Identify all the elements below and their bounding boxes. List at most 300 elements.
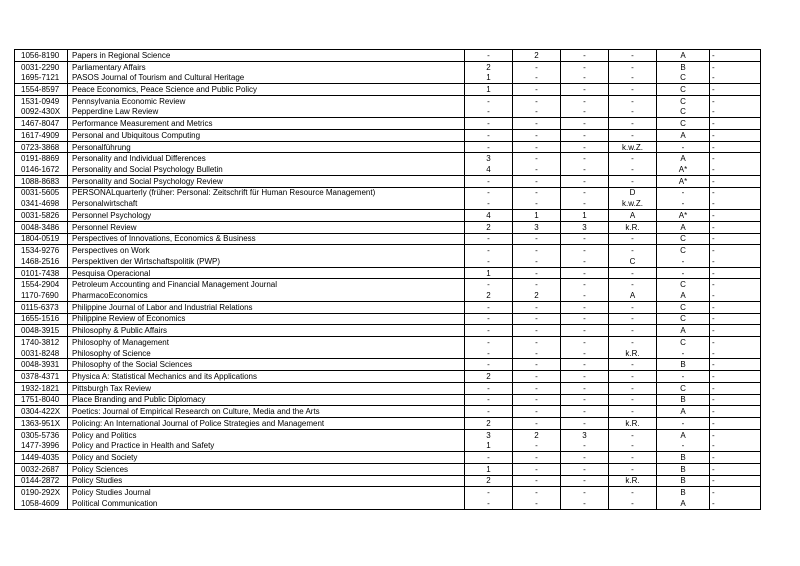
rating-cell-4: - [609, 62, 657, 73]
rating-cell-5: A* [657, 164, 710, 175]
rating-cell-6: - [712, 476, 715, 486]
rating-cell-5: - [657, 440, 710, 451]
rating-cell-5: B [657, 487, 710, 498]
rating-cell-5: - [657, 371, 710, 382]
issn-cell: 0032-2687 [15, 464, 68, 475]
rating-cell-5: C [657, 314, 710, 325]
rating-cell-3: - [561, 130, 609, 141]
journal-title-cell: Philosophy & Public Affairs [68, 325, 465, 336]
issn-cell: 1617-4909 [15, 130, 68, 141]
issn-cell: 1751-8040 [15, 395, 68, 406]
rating-cell-4: - [609, 440, 657, 451]
issn-cell: 0146-1672 [15, 164, 68, 175]
rating-cell-1: - [465, 452, 513, 463]
rating-cell-1: 3 [465, 153, 513, 164]
journal-title-cell: Pepperdine Law Review [68, 107, 465, 118]
rating-cell-1: - [465, 245, 513, 256]
rating-cell-4: - [609, 50, 657, 61]
rating-cell-1: 3 [465, 430, 513, 441]
rating-cell-1: - [465, 234, 513, 245]
rating-cell-4: D [609, 188, 657, 199]
rating-cell-1: 4 [465, 164, 513, 175]
rating-cell-3: - [561, 476, 609, 487]
rating-cell-6: - [712, 165, 715, 175]
issn-cell: 0191-8869 [15, 153, 68, 164]
rating-cell-3: - [561, 325, 609, 336]
rating-cell-1: 2 [465, 418, 513, 429]
rating-cell-4: - [609, 268, 657, 279]
issn-cell: 1804-0519 [15, 234, 68, 245]
rating-cell-2: - [513, 279, 561, 290]
rating-cell-6: - [712, 441, 715, 451]
rating-cell-2: - [513, 487, 561, 498]
table-row [15, 476, 760, 488]
rating-cell-2: - [513, 383, 561, 394]
rating-cell-5: C [657, 234, 710, 245]
rating-cell-3: - [561, 290, 609, 301]
rating-cell-2: 1 [513, 210, 561, 221]
rating-cell-4: A [609, 210, 657, 221]
table-row [15, 130, 760, 142]
rating-cell-4: k.R. [609, 222, 657, 233]
rating-cell-1: - [465, 176, 513, 187]
rating-cell-2: - [513, 245, 561, 256]
rating-cell-5: C [657, 96, 710, 107]
rating-cell-2: - [513, 96, 561, 107]
table-row [15, 359, 760, 371]
rating-cell-5: C [657, 383, 710, 394]
rating-cell-6: - [712, 234, 715, 244]
rating-cell-6: - [712, 96, 715, 106]
table-row [15, 314, 760, 326]
rating-cell-1: - [465, 359, 513, 370]
rating-cell-2: - [513, 84, 561, 95]
rating-cell-5: C [657, 118, 710, 129]
rating-cell-2: 2 [513, 50, 561, 61]
rating-cell-3: - [561, 371, 609, 382]
table-row [15, 50, 760, 62]
rating-cell-4: k.w.Z. [609, 142, 657, 153]
rating-cell-2: - [513, 234, 561, 245]
rating-cell-5: A [657, 325, 710, 336]
rating-cell-3: - [561, 440, 609, 451]
rating-cell-2: - [513, 337, 561, 348]
rating-cell-1: - [465, 279, 513, 290]
rating-cell-4: - [609, 130, 657, 141]
rating-cell-2: - [513, 256, 561, 267]
rating-cell-1: 2 [465, 290, 513, 301]
rating-cell-5: C [657, 302, 710, 313]
rating-cell-5: C [657, 84, 710, 95]
rating-cell-3: - [561, 487, 609, 498]
issn-cell: 0305-5736 [15, 430, 68, 441]
rating-cell-4: - [609, 96, 657, 107]
table-row [15, 222, 760, 234]
rating-cell-4: - [609, 371, 657, 382]
table-row [15, 268, 760, 280]
journal-title-cell: Pittsburgh Tax Review [68, 383, 465, 394]
rating-cell-2: - [513, 440, 561, 451]
journal-title-cell: Philosophy of Management [68, 337, 465, 348]
journal-title-cell: Place Branding and Public Diplomacy [68, 395, 465, 406]
rating-cell-1: - [465, 314, 513, 325]
rating-cell-4: - [609, 84, 657, 95]
rating-cell-3: - [561, 234, 609, 245]
rating-cell-4: - [609, 325, 657, 336]
issn-cell: 0031-8248 [15, 348, 68, 359]
rating-cell-1: 2 [465, 62, 513, 73]
rating-cell-4: C [609, 256, 657, 267]
rating-cell-3: - [561, 359, 609, 370]
rating-cell-3: - [561, 245, 609, 256]
rating-cell-2: 3 [513, 222, 561, 233]
rating-cell-1: - [465, 198, 513, 209]
rating-cell-6: - [712, 407, 715, 417]
rating-cell-2: - [513, 314, 561, 325]
journal-title-cell: Peace Economics, Peace Science and Public Policy [68, 84, 465, 95]
table-row [15, 290, 760, 302]
rating-cell-2: - [513, 62, 561, 73]
table-row [15, 337, 760, 348]
journal-title-cell: Personality and Social Psychology Bulletin [68, 164, 465, 175]
journal-table [14, 49, 761, 510]
rating-cell-6: - [712, 210, 715, 220]
journal-title-cell: Philippine Review of Economics [68, 314, 465, 325]
table-row [15, 452, 760, 464]
rating-cell-4: - [609, 164, 657, 175]
table-row [15, 164, 760, 176]
rating-cell-3: - [561, 198, 609, 209]
table-row [15, 440, 760, 452]
rating-cell-6: - [712, 50, 715, 60]
rating-cell-4: - [609, 464, 657, 475]
rating-cell-1: 2 [465, 222, 513, 233]
rating-cell-2: - [513, 164, 561, 175]
rating-cell-2: 2 [513, 290, 561, 301]
journal-title-cell: Physica A: Statistical Mechanics and its Applications [68, 371, 465, 382]
journal-title-cell: Policy Studies [68, 476, 465, 487]
rating-cell-6: - [712, 268, 715, 278]
rating-cell-1: - [465, 337, 513, 348]
rating-cell-1: - [465, 256, 513, 267]
rating-cell-6: - [712, 188, 715, 198]
issn-cell: 1468-2516 [15, 256, 68, 267]
journal-title-cell: Philippine Journal of Labor and Industrial Relations [68, 302, 465, 313]
rating-cell-1: - [465, 348, 513, 359]
issn-cell: 0144-2872 [15, 476, 68, 487]
journal-title-cell: Poetics: Journal of Empirical Research on Culture, Media and the Arts [68, 406, 465, 417]
journal-title-cell: Personalwirtschaft [68, 198, 465, 209]
rating-cell-5: A [657, 153, 710, 164]
rating-cell-6: - [712, 488, 715, 498]
rating-cell-2: - [513, 476, 561, 487]
rating-cell-6: - [712, 62, 715, 72]
rating-cell-6: - [712, 337, 715, 347]
journal-title-cell: Perspectives of Innovations, Economics & Business [68, 234, 465, 245]
rating-cell-4: - [609, 107, 657, 118]
rating-cell-5: B [657, 395, 710, 406]
rating-cell-2: 2 [513, 430, 561, 441]
rating-cell-6: - [712, 222, 715, 232]
table-row [15, 245, 760, 256]
table-row [15, 256, 760, 268]
rating-cell-5: C [657, 337, 710, 348]
table-row [15, 395, 760, 407]
issn-cell: 0048-3486 [15, 222, 68, 233]
rating-cell-3: - [561, 164, 609, 175]
issn-cell: 1056-8190 [15, 50, 68, 61]
journal-title-cell: Policy Studies Journal [68, 487, 465, 498]
journal-title-cell: Policy and Politics [68, 430, 465, 441]
rating-cell-1: 2 [465, 371, 513, 382]
rating-cell-3: - [561, 118, 609, 129]
rating-cell-6: - [712, 314, 715, 324]
journal-title-cell: Personnel Psychology [68, 210, 465, 221]
rating-cell-2: - [513, 452, 561, 463]
rating-cell-3: - [561, 176, 609, 187]
rating-cell-6: - [712, 256, 715, 266]
rating-cell-5: C [657, 279, 710, 290]
table-row [15, 487, 760, 498]
rating-cell-1: 1 [465, 440, 513, 451]
rating-cell-5: B [657, 476, 710, 487]
table-row [15, 198, 760, 210]
rating-cell-2: - [513, 498, 561, 509]
rating-cell-5: A [657, 290, 710, 301]
rating-cell-5: A [657, 130, 710, 141]
journal-title-cell: Personality and Social Psychology Review [68, 176, 465, 187]
issn-cell: 0304-422X [15, 406, 68, 417]
rating-cell-3: - [561, 314, 609, 325]
rating-cell-2: - [513, 371, 561, 382]
rating-cell-2: - [513, 406, 561, 417]
rating-cell-3: - [561, 142, 609, 153]
rating-cell-3: - [561, 348, 609, 359]
table-row [15, 96, 760, 107]
rating-cell-4: - [609, 406, 657, 417]
rating-cell-1: - [465, 325, 513, 336]
rating-cell-4: - [609, 234, 657, 245]
rating-cell-2: - [513, 142, 561, 153]
rating-cell-2: - [513, 188, 561, 199]
rating-cell-3: - [561, 62, 609, 73]
rating-cell-4: - [609, 430, 657, 441]
rating-cell-6: - [712, 348, 715, 358]
rating-cell-5: - [657, 348, 710, 359]
issn-cell: 1467-8047 [15, 118, 68, 129]
rating-cell-3: - [561, 498, 609, 509]
rating-cell-1: - [465, 487, 513, 498]
rating-cell-3: - [561, 72, 609, 83]
rating-cell-2: - [513, 153, 561, 164]
rating-cell-6: - [712, 464, 715, 474]
rating-cell-2: - [513, 130, 561, 141]
issn-cell: 0101-7438 [15, 268, 68, 279]
rating-cell-5: A [657, 50, 710, 61]
journal-title-cell: PharmacoEconomics [68, 290, 465, 301]
rating-cell-2: - [513, 348, 561, 359]
rating-cell-3: - [561, 383, 609, 394]
rating-cell-5: B [657, 464, 710, 475]
rating-cell-1: 4 [465, 210, 513, 221]
rating-cell-6: - [712, 107, 715, 117]
rating-cell-1: 1 [465, 84, 513, 95]
rating-cell-3: - [561, 406, 609, 417]
journal-title-cell: Performance Measurement and Metrics [68, 118, 465, 129]
rating-cell-2: - [513, 268, 561, 279]
rating-cell-6: - [712, 302, 715, 312]
table-row [15, 430, 760, 441]
rating-cell-3: - [561, 418, 609, 429]
rating-cell-5: - [657, 198, 710, 209]
rating-cell-6: - [712, 395, 715, 405]
journal-title-cell: PERSONALquarterly (früher: Personal: Zeitschrift für Human Resource Management) [68, 188, 465, 199]
rating-cell-6: - [712, 130, 715, 140]
rating-cell-3: - [561, 256, 609, 267]
journal-title-cell: Pennsylvania Economic Review [68, 96, 465, 107]
rating-cell-5: C [657, 245, 710, 256]
issn-cell: 0092-430X [15, 107, 68, 118]
rating-cell-4: - [609, 118, 657, 129]
journal-title-cell: Policing: An International Journal of Police Strategies and Management [68, 418, 465, 429]
rating-cell-5: A [657, 222, 710, 233]
table-row [15, 142, 760, 154]
rating-cell-6: - [712, 85, 715, 95]
journal-title-cell: Policy Sciences [68, 464, 465, 475]
rating-cell-1: - [465, 130, 513, 141]
rating-cell-3: - [561, 96, 609, 107]
journal-title-cell: Perspectives on Work [68, 245, 465, 256]
rating-cell-1: - [465, 188, 513, 199]
rating-cell-2: - [513, 359, 561, 370]
rating-cell-1: - [465, 395, 513, 406]
journal-title-cell: Personnel Review [68, 222, 465, 233]
rating-cell-2: - [513, 198, 561, 209]
rating-cell-4: k.R. [609, 348, 657, 359]
rating-cell-1: 1 [465, 268, 513, 279]
issn-cell: 0378-4371 [15, 371, 68, 382]
rating-cell-3: - [561, 268, 609, 279]
rating-cell-6: - [712, 418, 715, 428]
rating-cell-1: - [465, 383, 513, 394]
journal-title-cell: Political Communication [68, 498, 465, 509]
rating-cell-5: A* [657, 176, 710, 187]
issn-cell: 0115-6373 [15, 302, 68, 313]
rating-cell-5: A [657, 498, 710, 509]
issn-cell: 1170-7690 [15, 290, 68, 301]
rating-cell-5: C [657, 107, 710, 118]
rating-cell-6: - [712, 154, 715, 164]
rating-cell-3: - [561, 84, 609, 95]
journal-title-cell: Parliamentary Affairs [68, 62, 465, 73]
rating-cell-4: - [609, 359, 657, 370]
rating-cell-3: 3 [561, 222, 609, 233]
rating-cell-4: - [609, 279, 657, 290]
issn-cell: 1695-7121 [15, 72, 68, 83]
journal-title-cell: Personal and Ubiquitous Computing [68, 130, 465, 141]
rating-cell-2: - [513, 72, 561, 83]
rating-cell-6: - [712, 290, 715, 300]
journal-title-cell: Policy and Practice in Health and Safety [68, 440, 465, 451]
table-row [15, 210, 760, 222]
issn-cell: 1449-4035 [15, 452, 68, 463]
rating-cell-3: 3 [561, 430, 609, 441]
issn-cell: 1531-0949 [15, 96, 68, 107]
rating-cell-1: - [465, 302, 513, 313]
rating-cell-6: - [712, 430, 715, 440]
rating-cell-1: - [465, 96, 513, 107]
rating-cell-5: A* [657, 210, 710, 221]
rating-cell-3: - [561, 302, 609, 313]
rating-cell-3: 1 [561, 210, 609, 221]
journal-title-cell: Policy and Society [68, 452, 465, 463]
journal-title-cell: Perspektiven der Wirtschaftspolitik (PWP) [68, 256, 465, 267]
rating-cell-1: 2 [465, 476, 513, 487]
rating-cell-5: - [657, 268, 710, 279]
table-row [15, 107, 760, 119]
rating-cell-5: B [657, 359, 710, 370]
rating-cell-2: - [513, 302, 561, 313]
rating-cell-5: - [657, 256, 710, 267]
issn-cell: 0190-292X [15, 487, 68, 498]
rating-cell-2: - [513, 176, 561, 187]
rating-cell-6: - [712, 176, 715, 186]
rating-cell-2: - [513, 464, 561, 475]
issn-cell: 1477-3996 [15, 440, 68, 451]
table-row [15, 371, 760, 383]
rating-cell-6: - [712, 360, 715, 370]
table-row [15, 118, 760, 130]
issn-cell: 1655-1516 [15, 314, 68, 325]
table-row [15, 188, 760, 199]
issn-cell: 0723-3868 [15, 142, 68, 153]
rating-cell-5: - [657, 418, 710, 429]
rating-cell-5: C [657, 72, 710, 83]
rating-cell-3: - [561, 452, 609, 463]
rating-cell-3: - [561, 188, 609, 199]
rating-cell-4: - [609, 337, 657, 348]
table-row [15, 153, 760, 164]
rating-cell-4: - [609, 487, 657, 498]
journal-title-cell: Personality and Individual Differences [68, 153, 465, 164]
table-row [15, 176, 760, 188]
rating-cell-5: - [657, 188, 710, 199]
issn-cell: 0031-5826 [15, 210, 68, 221]
table-row [15, 302, 760, 314]
rating-cell-4: - [609, 452, 657, 463]
rating-cell-1: - [465, 498, 513, 509]
rating-cell-2: - [513, 325, 561, 336]
rating-cell-4: k.w.Z. [609, 198, 657, 209]
issn-cell: 1534-9276 [15, 245, 68, 256]
issn-cell: 1932-1821 [15, 383, 68, 394]
rating-cell-1: - [465, 142, 513, 153]
rating-cell-4: - [609, 176, 657, 187]
issn-cell: 0031-5605 [15, 188, 68, 199]
table-row [15, 325, 760, 337]
rating-cell-3: - [561, 279, 609, 290]
rating-cell-5: A [657, 430, 710, 441]
issn-cell: 1363-951X [15, 418, 68, 429]
issn-cell: 0031-2290 [15, 62, 68, 73]
journal-title-cell: Personalführung [68, 142, 465, 153]
rating-cell-5: B [657, 62, 710, 73]
rating-cell-6: - [712, 498, 715, 508]
rating-cell-6: - [712, 371, 715, 381]
rating-cell-3: - [561, 153, 609, 164]
rating-cell-1: 1 [465, 464, 513, 475]
rating-cell-2: - [513, 418, 561, 429]
